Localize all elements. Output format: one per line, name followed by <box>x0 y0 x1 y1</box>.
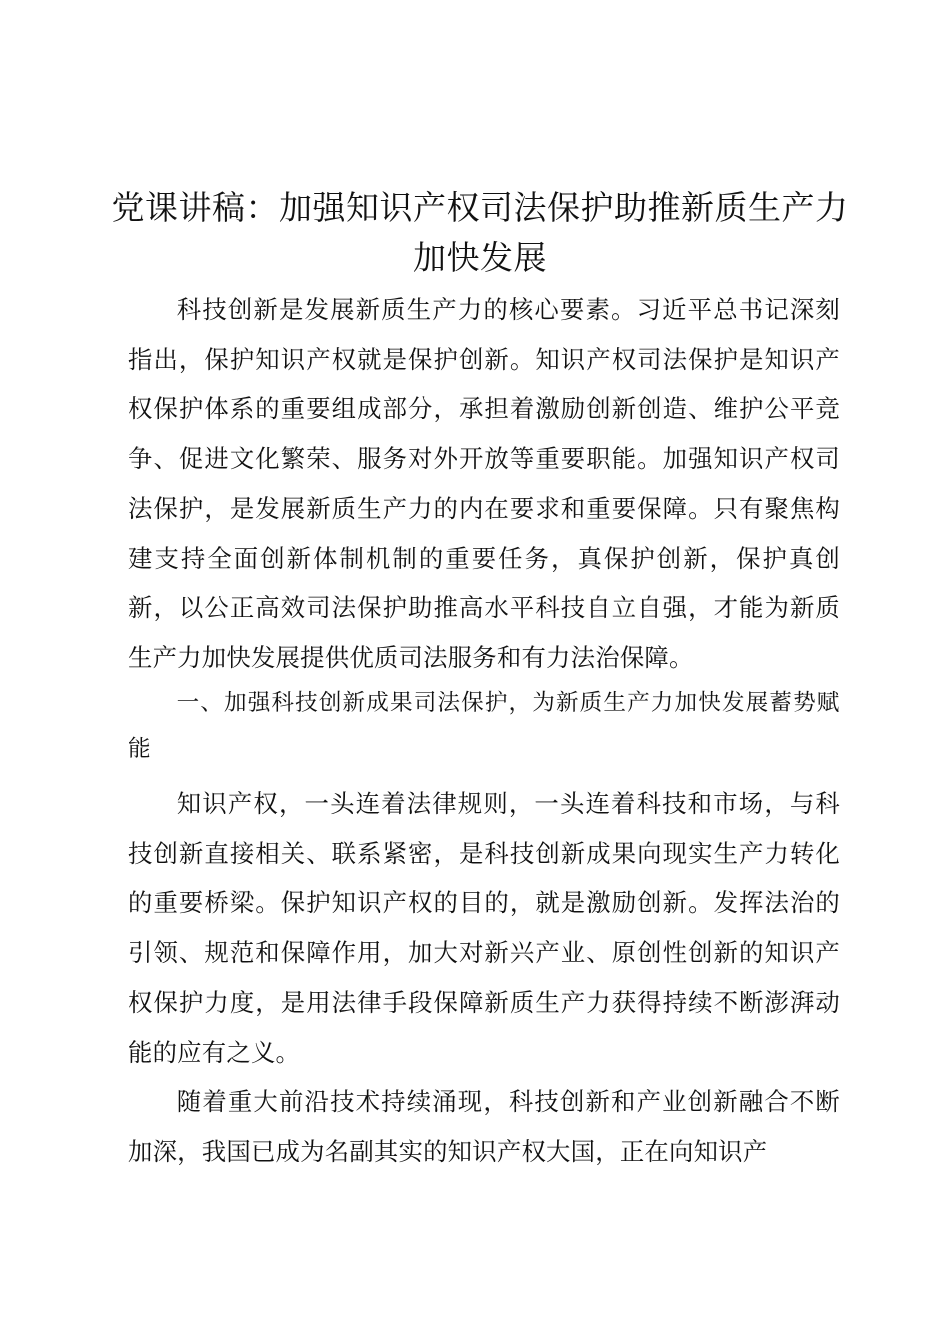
section-heading: 一、加强科技创新成果司法保护，为新质生产力加快发展蓄势赋能 <box>128 690 840 762</box>
section-paragraph: 随着重大前沿技术持续涌现，科技创新和产业创新融合不断加深，我国已成为名副其实的知识产权大国，正在向知识产 <box>128 1087 840 1166</box>
intro-paragraph: 科技创新是发展新质生产力的核心要素。习近平总书记深刻指出，保护知识产权就是保护创新。知识产权司法保护是知识产权保护体系的重要组成部分，承担着激励创新创造、维护公平竞争、促进文化繁荣、服务对外开放等重要职能。加强知识产权司法保护，是发展新质生产力的内在要求和重要保障。只有聚焦构建支持全面创新体制机制的重要任务，真保护创新，保护真创新，以公正高效司法保护助推高水平科技自立自强，才能为新质生产力加快发展提供优质司法服务和有力法治保障。 <box>128 295 840 672</box>
document-title: 党课讲稿：加强知识产权司法保护助推新质生产力加快发展 <box>111 188 849 277</box>
section-paragraph: 知识产权，一头连着法律规则，一头连着科技和市场，与科技创新直接相关、联系紧密，是科技创新成果向现实生产力转化的重要桥梁。保护知识产权的目的，就是激励创新。发挥法治的引领、规范和保障作用，加大对新兴产业、原创性创新的知识产权保护力度，是用法律手段保障新质生产力获得持续不断澎湃动能的应有之义。 <box>128 789 840 1067</box>
